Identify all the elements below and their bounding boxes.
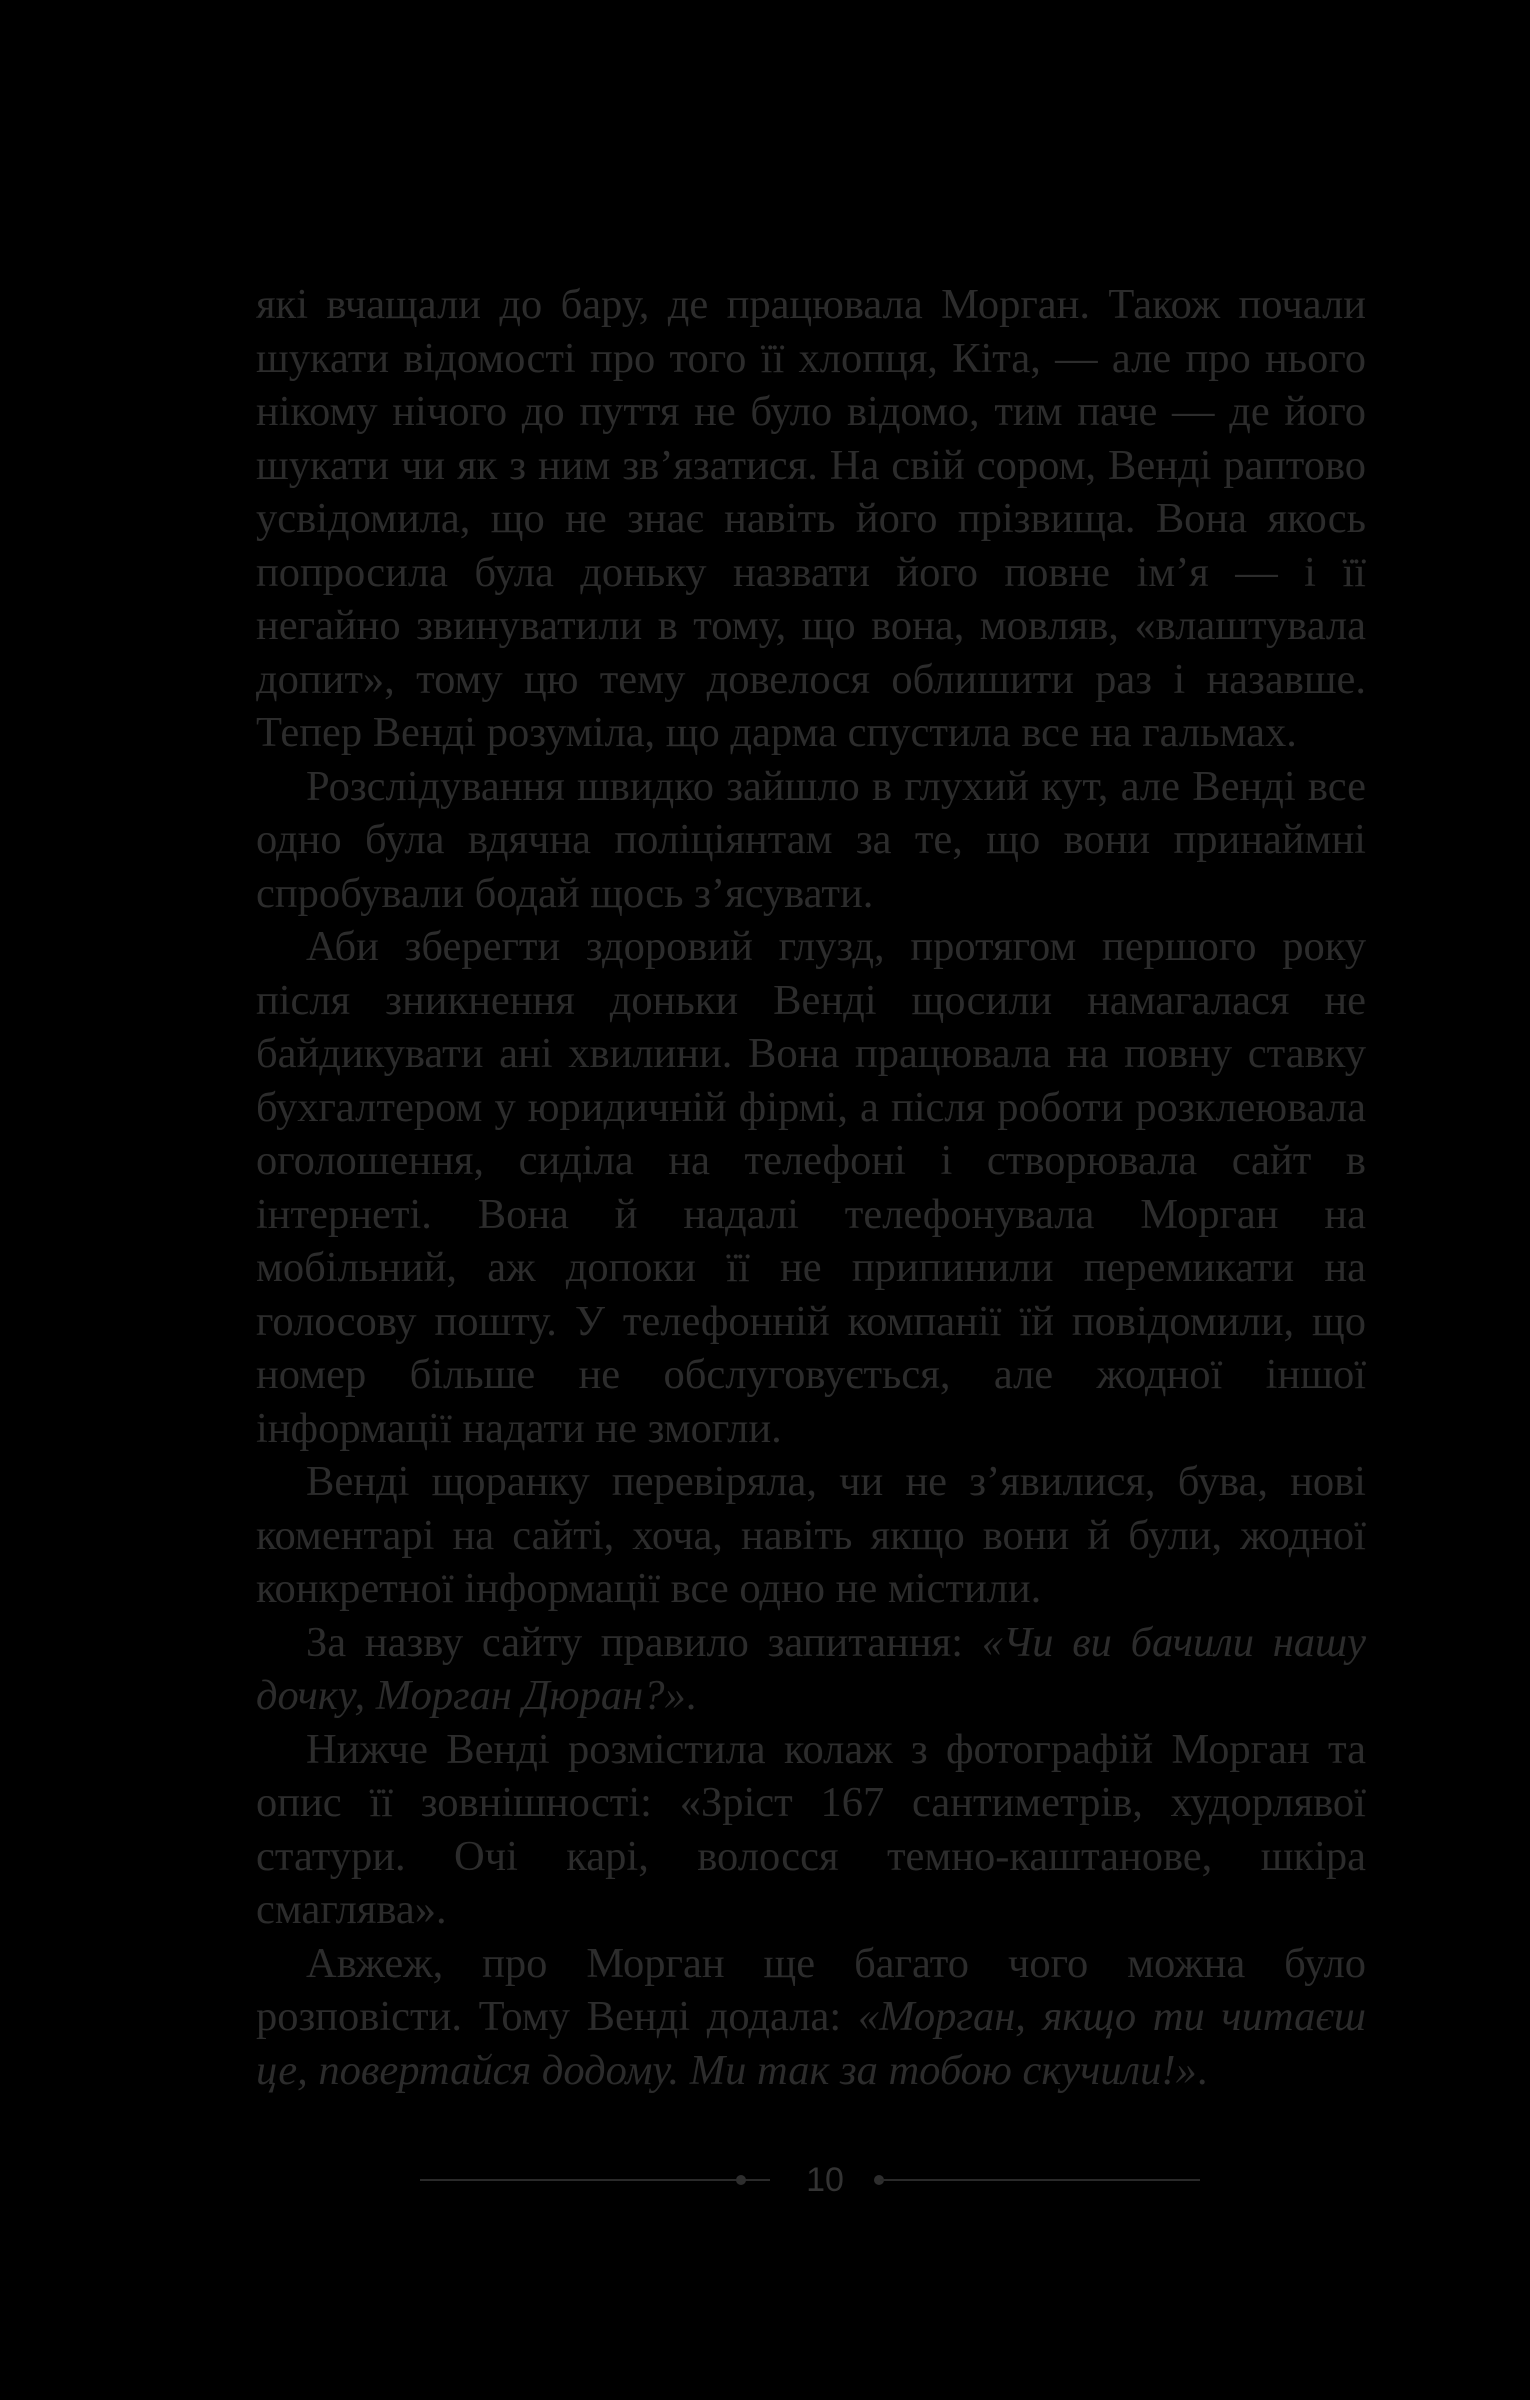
paragraph-2: Розслідування швидко зайшло в глухий кут, але Венді все одно була вдячна поліціянтам за те, що вони принаймні спробували бодай щось з’ясувати.: [256, 762, 1366, 917]
paragraph-7: [256, 1937, 1366, 2098]
page-footer: [400, 2150, 1210, 2210]
paragraph-5-text: За назву сайту правило запитання:: [306, 1618, 982, 1666]
message-to-morgan-quote: «Морган, якщо ти читаєш це, повертайся додому. Ми так за тобою скучили!»: [256, 1993, 1366, 2094]
footer-rule-left: [420, 2179, 770, 2181]
paragraph-5-end: .: [685, 1672, 697, 1719]
paragraph-3: Аби зберегти здоровий глузд, протягом першого року після зникнення доньки Венді щосили намагалася не байдикувати ані хвилини. Вона працювала на повну ставку бухгалтером у юридичній фірмі, а після роботи розклеювала оголошення, сиділа на телефоні і створювала сайт в інтернеті. Вона й надалі телефонувала Морган на мобільний, аж допоки її не припинили перемикати на голосову пошту. У телефонній компанії їй повідомили, що номер більше не обслуговується, але жодної іншої інформації надати не змогли.: [256, 923, 1366, 1452]
website-title-quote: «Чи ви бачили нашу дочку, Морган Дюран?»: [256, 1618, 1366, 1719]
paragraph-4: Венді щоранку перевіряла, чи не з’явилися, бува, нові коментарі на сайті, хоча, навіть якщо вони й були, жодної конкретної інформації все одно не містили.: [256, 1458, 1366, 1612]
paragraph-7-text: Авжеж, про Морган ще багато чого можна було розповісти. Тому Венді додала:: [256, 1939, 1366, 2040]
footer-rule-right: [880, 2179, 1200, 2181]
footer-dot-left-icon: [736, 2175, 746, 2185]
paragraph-5: [256, 1616, 1366, 1723]
body-text: [256, 278, 1366, 2097]
page-number: 10: [806, 2161, 844, 2199]
paragraph-6: Нижче Венді розмістила колаж з фотографій Морган та опис її зовнішності: «Зріст 167 сантиметрів, худорлявої статури. Очі карі, волосся темно-каштанове, шкіра смаглява».: [256, 1725, 1366, 1933]
paragraph-7-end: .: [1196, 2046, 1208, 2094]
paragraph-1: які вчащали до бару, де працювала Морган. Також почали шукати відомості про того її хлопця, Кіта, — але про нього нікому нічого до пуття не було відомо, тим паче — де його шукати чи як з ним зв’язатися. На свій сором, Венді раптово усвідомила, що не знає навіть його прізвища. Вона якось попросила була доньку назвати його повне ім’я — і її негайно звинуватили в тому, що вона, мовляв, «влаштувала допит», тому цю тему довелося облишити раз і назавше. Тепер Венді розуміла, що дарма спустила все на гальмах.: [256, 281, 1366, 756]
